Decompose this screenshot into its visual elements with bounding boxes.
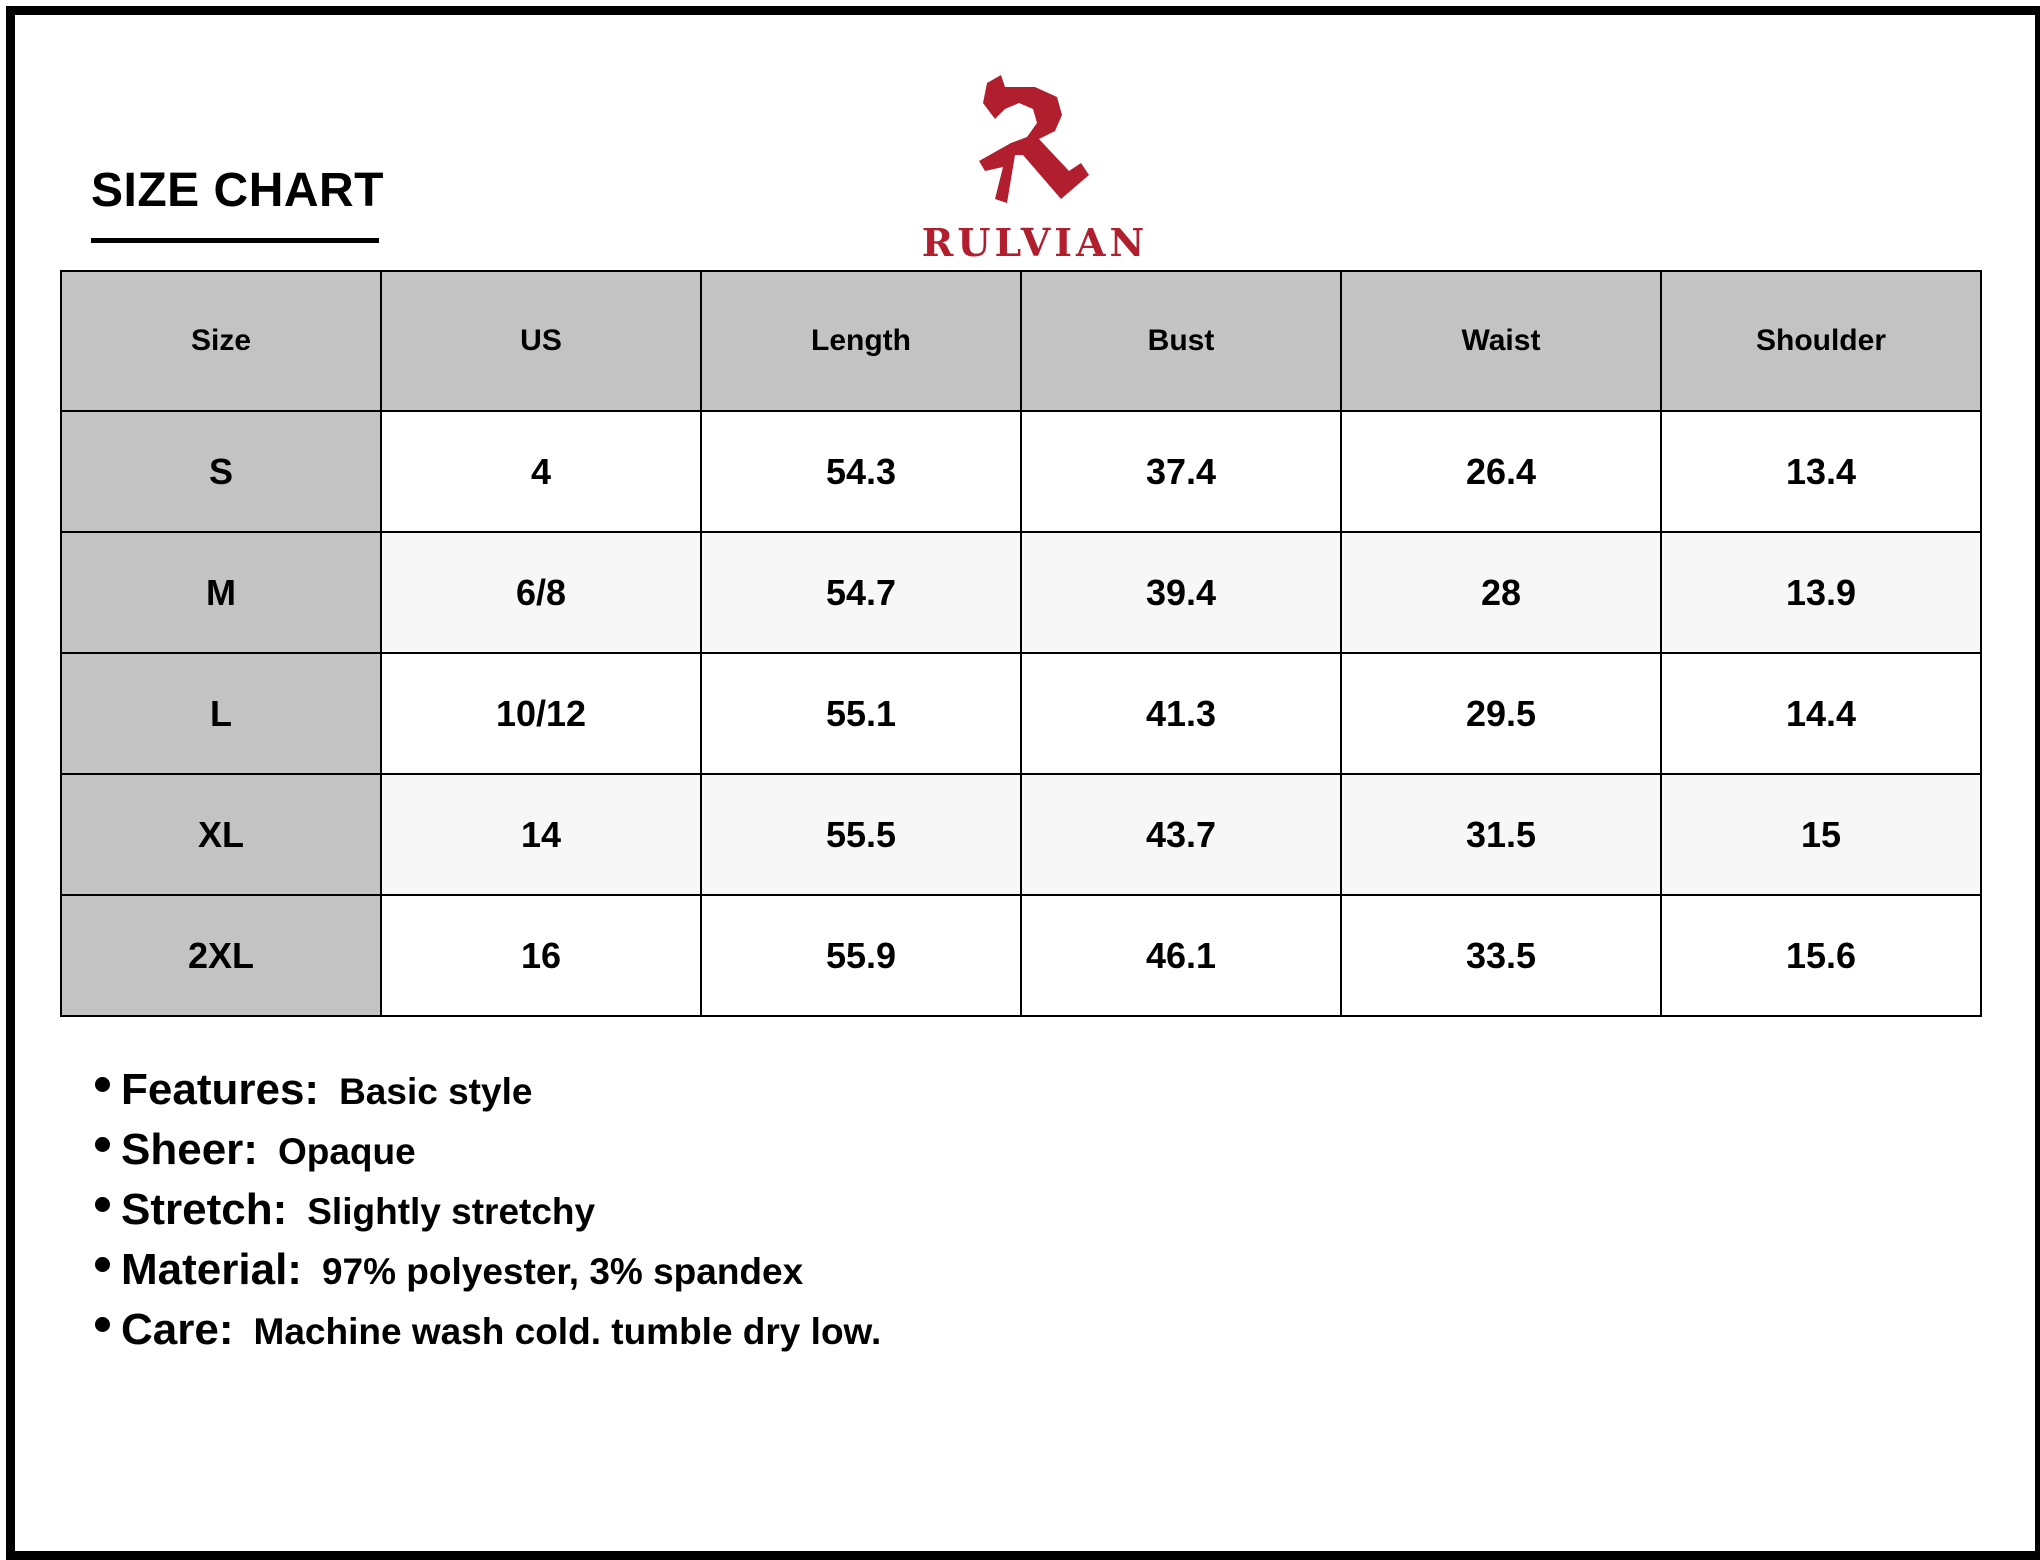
size-cell: 2XL — [61, 895, 381, 1016]
size-chart-frame — [6, 6, 2040, 1560]
table-row — [61, 532, 1981, 653]
table-cell: 39.4 — [1021, 532, 1341, 653]
table-cell: 14 — [381, 774, 701, 895]
rulvian-r-logo-icon — [965, 75, 1100, 205]
list-item — [95, 1305, 881, 1365]
bullet-icon — [95, 1197, 110, 1212]
table-cell: 55.9 — [701, 895, 1021, 1016]
table-cell: 46.1 — [1021, 895, 1341, 1016]
size-cell: XL — [61, 774, 381, 895]
size-cell: M — [61, 532, 381, 653]
table-cell: 54.3 — [701, 411, 1021, 532]
bullet-icon — [95, 1137, 110, 1152]
table-cell: 29.5 — [1341, 653, 1661, 774]
feature-label: Sheer: — [121, 1125, 258, 1174]
bullet-icon — [95, 1317, 110, 1332]
table-header-row — [61, 271, 1981, 411]
feature-label: Features: — [121, 1065, 320, 1114]
table-cell: 41.3 — [1021, 653, 1341, 774]
size-cell: S — [61, 411, 381, 532]
column-header: US — [381, 271, 701, 411]
feature-value: Slightly stretchy — [307, 1191, 596, 1232]
feature-value: 97% polyester, 3% spandex — [321, 1251, 804, 1292]
table-cell: 15 — [1661, 774, 1981, 895]
column-header: Length — [701, 271, 1021, 411]
table-cell: 28 — [1341, 532, 1661, 653]
title-underline — [91, 238, 379, 243]
table-cell: 6/8 — [381, 532, 701, 653]
bullet-icon — [95, 1077, 110, 1092]
table-cell: 4 — [381, 411, 701, 532]
table-cell: 31.5 — [1341, 774, 1661, 895]
list-item — [95, 1065, 881, 1125]
bullet-icon — [95, 1257, 110, 1272]
table-cell: 43.7 — [1021, 774, 1341, 895]
feature-value: Opaque — [277, 1131, 416, 1172]
feature-value: Basic style — [339, 1071, 533, 1112]
feature-label: Care: — [121, 1305, 234, 1354]
table-cell: 13.4 — [1661, 411, 1981, 532]
table-cell: 16 — [381, 895, 701, 1016]
table-cell: 37.4 — [1021, 411, 1341, 532]
column-header: Size — [61, 271, 381, 411]
table-cell: 13.9 — [1661, 532, 1981, 653]
table-row — [61, 774, 1981, 895]
list-item — [95, 1245, 881, 1305]
page-title: SIZE CHART — [91, 164, 384, 217]
table-cell: 55.5 — [701, 774, 1021, 895]
table-row — [61, 895, 1981, 1016]
list-item — [95, 1185, 881, 1245]
table-cell: 14.4 — [1661, 653, 1981, 774]
table-cell: 15.6 — [1661, 895, 1981, 1016]
features-list — [95, 1065, 881, 1365]
table-cell: 54.7 — [701, 532, 1021, 653]
feature-label: Material: — [121, 1245, 302, 1294]
list-item — [95, 1125, 881, 1185]
brand-name: RULVIAN — [921, 220, 1149, 265]
size-table — [60, 270, 1982, 1017]
column-header: Bust — [1021, 271, 1341, 411]
feature-label: Stretch: — [121, 1185, 288, 1234]
column-header: Shoulder — [1661, 271, 1981, 411]
table-row — [61, 653, 1981, 774]
table-row — [61, 411, 1981, 532]
brand-logo — [910, 75, 1160, 265]
table-cell: 10/12 — [381, 653, 701, 774]
table-cell: 55.1 — [701, 653, 1021, 774]
table-cell: 33.5 — [1341, 895, 1661, 1016]
size-cell: L — [61, 653, 381, 774]
table-cell: 26.4 — [1341, 411, 1661, 532]
feature-value: Machine wash cold. tumble dry low. — [253, 1311, 882, 1352]
column-header: Waist — [1341, 271, 1661, 411]
